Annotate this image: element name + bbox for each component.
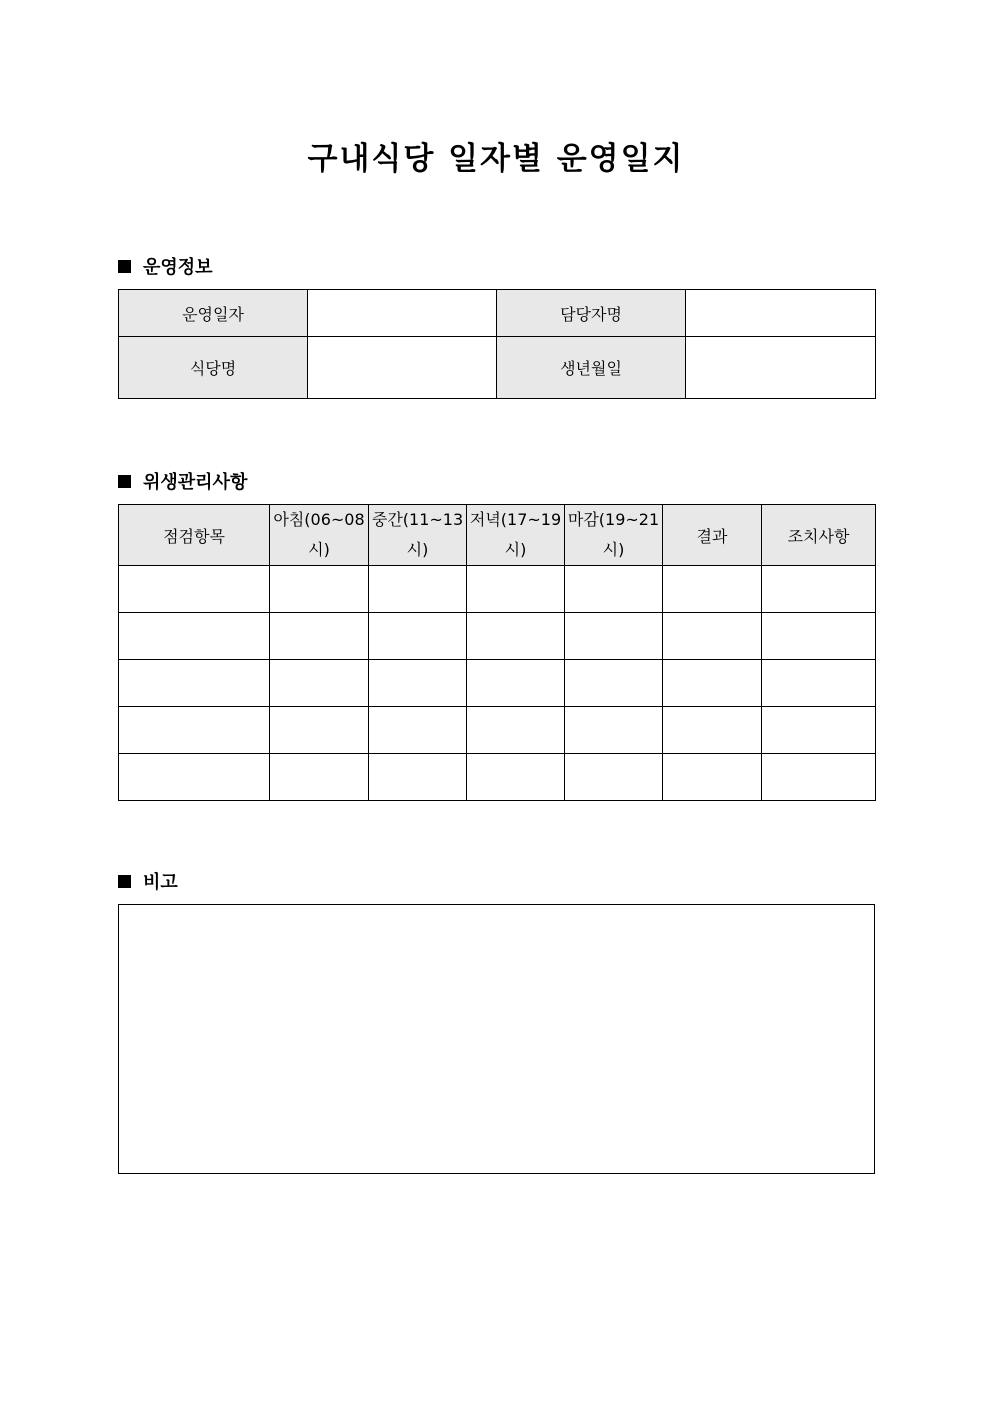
table-cell[interactable] — [119, 566, 270, 613]
table-row — [119, 337, 876, 399]
table-cell[interactable] — [663, 613, 762, 660]
table-row — [119, 660, 876, 707]
hygiene-heading — [118, 468, 247, 494]
remarks-box[interactable] — [118, 904, 875, 1174]
col-header-check-item: 점검항목 — [119, 505, 270, 566]
birth-date-field[interactable] — [686, 337, 876, 399]
table-cell[interactable] — [369, 754, 467, 801]
table-cell[interactable] — [467, 707, 565, 754]
table-cell[interactable] — [762, 707, 876, 754]
table-cell[interactable] — [565, 707, 663, 754]
square-bullet-icon — [118, 875, 131, 888]
table-cell[interactable] — [565, 566, 663, 613]
table-cell[interactable] — [762, 613, 876, 660]
table-cell[interactable] — [663, 660, 762, 707]
col-header-result: 결과 — [663, 505, 762, 566]
table-cell[interactable] — [270, 566, 369, 613]
table-cell[interactable] — [762, 754, 876, 801]
col-header-evening: 저녁(17~19시) — [467, 505, 565, 566]
birth-date-label: 생년월일 — [497, 337, 686, 399]
table-cell[interactable] — [369, 707, 467, 754]
manager-name-label: 담당자명 — [497, 290, 686, 337]
hygiene-heading-text: 위생관리사항 — [143, 472, 248, 493]
table-cell[interactable] — [270, 754, 369, 801]
hygiene-table — [118, 504, 876, 801]
remarks-heading — [118, 868, 178, 894]
operation-info-table — [118, 289, 876, 399]
operation-date-label: 운영일자 — [119, 290, 308, 337]
manager-name-field[interactable] — [686, 290, 876, 337]
cafeteria-name-field[interactable] — [308, 337, 497, 399]
table-cell[interactable] — [565, 613, 663, 660]
table-header-row — [119, 505, 876, 566]
table-row — [119, 290, 876, 337]
table-cell[interactable] — [663, 707, 762, 754]
table-row — [119, 566, 876, 613]
operation-info-heading — [118, 253, 213, 279]
document-title: 구내식당 일자별 운영일지 — [307, 141, 685, 177]
table-cell[interactable] — [119, 613, 270, 660]
operation-info-heading-text: 운영정보 — [143, 257, 213, 278]
col-header-morning: 아침(06~08시) — [270, 505, 369, 566]
table-cell[interactable] — [467, 754, 565, 801]
table-cell[interactable] — [119, 660, 270, 707]
table-cell[interactable] — [270, 660, 369, 707]
table-cell[interactable] — [369, 613, 467, 660]
remarks-heading-text: 비고 — [143, 872, 178, 893]
table-cell[interactable] — [467, 660, 565, 707]
table-cell[interactable] — [565, 660, 663, 707]
col-header-midday: 중간(11~13시) — [369, 505, 467, 566]
table-cell[interactable] — [270, 707, 369, 754]
table-cell[interactable] — [762, 660, 876, 707]
table-cell[interactable] — [369, 566, 467, 613]
table-cell[interactable] — [762, 566, 876, 613]
table-cell[interactable] — [119, 754, 270, 801]
table-cell[interactable] — [369, 660, 467, 707]
square-bullet-icon — [118, 260, 131, 273]
square-bullet-icon — [118, 475, 131, 488]
table-row — [119, 754, 876, 801]
table-row — [119, 613, 876, 660]
table-row — [119, 707, 876, 754]
table-cell[interactable] — [270, 613, 369, 660]
table-cell[interactable] — [119, 707, 270, 754]
operation-date-field[interactable] — [308, 290, 497, 337]
col-header-closing: 마감(19~21시) — [565, 505, 663, 566]
table-cell[interactable] — [467, 613, 565, 660]
cafeteria-name-label: 식당명 — [119, 337, 308, 399]
table-cell[interactable] — [467, 566, 565, 613]
table-cell[interactable] — [663, 566, 762, 613]
col-header-action: 조치사항 — [762, 505, 876, 566]
table-cell[interactable] — [663, 754, 762, 801]
table-cell[interactable] — [565, 754, 663, 801]
